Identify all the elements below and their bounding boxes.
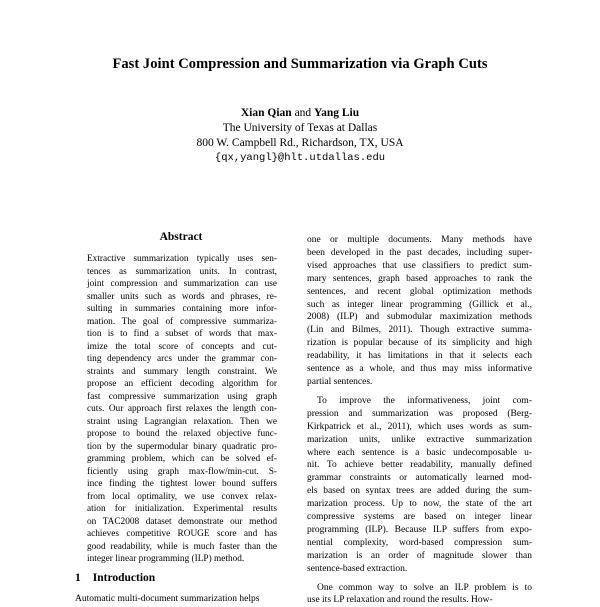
abstract-line: mation. The goal of compressive summariza- [87,316,277,327]
abstract-line: straints and summary length constraint. We [87,366,277,377]
right-column-line: programming (ILP). Because ILP suffers from expo- [307,524,532,535]
introduction-first-line: Automatic multi-document summarization helps [75,594,260,604]
section-heading-introduction [75,572,155,584]
paper-title: Fast Joint Compression and Summarization via Graph Cuts [112,56,488,72]
section-title: Introduction [92,572,156,584]
abstract-line: imize the total score of concepts and cut- [87,341,277,352]
right-column-line: nit. To achieve better readability, manually defined [307,460,532,471]
author-block [0,106,600,166]
right-column-line: One common way to solve an ILP problem is to [317,582,532,593]
author-name-2: Yang Liu [314,107,360,119]
right-column-line: partial sentences. [307,376,373,387]
right-column-line: vised approaches that use classifiers to predict sum- [307,260,532,271]
right-column-paragraph [307,395,532,576]
abstract-line: integer linear programming (ILP) method. [87,554,245,564]
right-column-line: To improve the informativeness, joint com- [317,395,532,406]
right-column-line: Kirkpatrick et al., 2011), which uses words as sum- [307,421,532,432]
right-column-line: rization is popular because of its simplicity and high [307,338,532,349]
abstract-line: Extractive summarization typically uses sen- [87,254,277,264]
right-column-paragraph [307,234,532,389]
right-column-line: sentences, and recent global optimization methods [307,286,532,297]
abstract-line: good readability, while is much faster than the [87,541,277,552]
abstract-body [87,253,277,566]
right-column-line: where each sentence is a basic undecomposable u- [307,447,532,458]
abstract-line: from local optimality, we use convex relax- [87,491,277,502]
author-names [0,106,600,121]
right-column-line: readability, it has limitations in that it selects each [307,351,532,362]
right-column-line: (Lin and Bilmes, 2011). Though extractive summa- [307,325,532,336]
right-column-text [307,234,532,607]
abstract-line: fast compressive summarization using graph [87,391,277,402]
right-column-line: such as integer linear programming (Gillick et al., [307,299,532,310]
right-column-line: use its LP relaxation and round the results. How- [307,595,493,606]
abstract-line: tion is to find a subset of words that max- [87,329,277,339]
right-column-line: 2008) (ILP) and submodular maximization methods [307,312,532,323]
right-column-line: sentence as a whole, and thus may miss informative [307,364,532,375]
abstract-line: ation for initialization. Experimental results [87,504,277,514]
author-name-1: Xian Qian [240,107,292,119]
abstract-line: straint using Lagrangian relaxation. Then we [87,416,277,427]
abstract-heading: Abstract [159,231,203,243]
author-affiliation: The University of Texas at Dallas [222,122,378,134]
author-address: 800 W. Campbell Rd., Richardson, TX, USA [196,137,404,149]
right-column-line: compressive systems are based on integer linear [307,512,532,523]
right-column-line: marization process. Up to now, the state of the art [307,499,532,510]
right-column-line: els based on syntax trees are added during the sum- [307,486,532,497]
right-column-line: been developed in the past decades, including super- [307,247,532,258]
abstract-line: ting dependency arcs under the grammar con- [87,354,277,364]
abstract-line: on TAC2008 dataset demonstrate our method [87,516,277,527]
abstract-line: cuts. Our approach first relaxes the length con- [87,404,277,414]
right-column-line: marization is an order of magnitude slower than [307,550,532,561]
right-column-line: pression and summarization was proposed (Berg- [307,408,532,419]
right-column-line: nential complexity, word-based compression sum- [307,537,532,548]
abstract-line: propose to bound the relaxed objective func- [87,429,277,439]
abstract-line: joint compression and summarization can use [87,279,277,289]
section-number: 1 [75,572,81,584]
abstract-line: ficiently using graph max-flow/min-cut. S- [87,466,277,477]
right-column-line: mary sentences, graph based approaches to rank the [307,273,532,284]
author-email: {qx,yangl}@hlt.utdallas.edu [214,152,386,164]
abstract-line: gramming problem, which can be solved ef- [87,454,277,464]
right-column-line: grammar constraints or automatically learned mod- [307,473,532,484]
right-column-line: one or multiple documents. Many methods have [307,235,532,245]
abstract-line: tences as summarization units. In contrast, [87,266,277,277]
right-column-paragraph [307,582,532,607]
author-and: and [294,107,312,119]
abstract-line: ince finding the tightest lower bound suffers [87,479,277,489]
abstract-line: sulting in summaries containing more infor- [87,304,277,314]
abstract-line: propose an efficient decoding algorithm for [87,379,277,389]
abstract-line: achieves competitive ROUGE score and has [87,529,277,539]
right-column-line: marization units, unlike extractive summarization [307,434,532,445]
right-column-line: sentence-based extraction. [307,563,408,574]
abstract-line: smaller units such as words and phrases, re- [87,291,277,302]
abstract-line: tion by the supermodular binary quadratic pro- [87,441,277,452]
